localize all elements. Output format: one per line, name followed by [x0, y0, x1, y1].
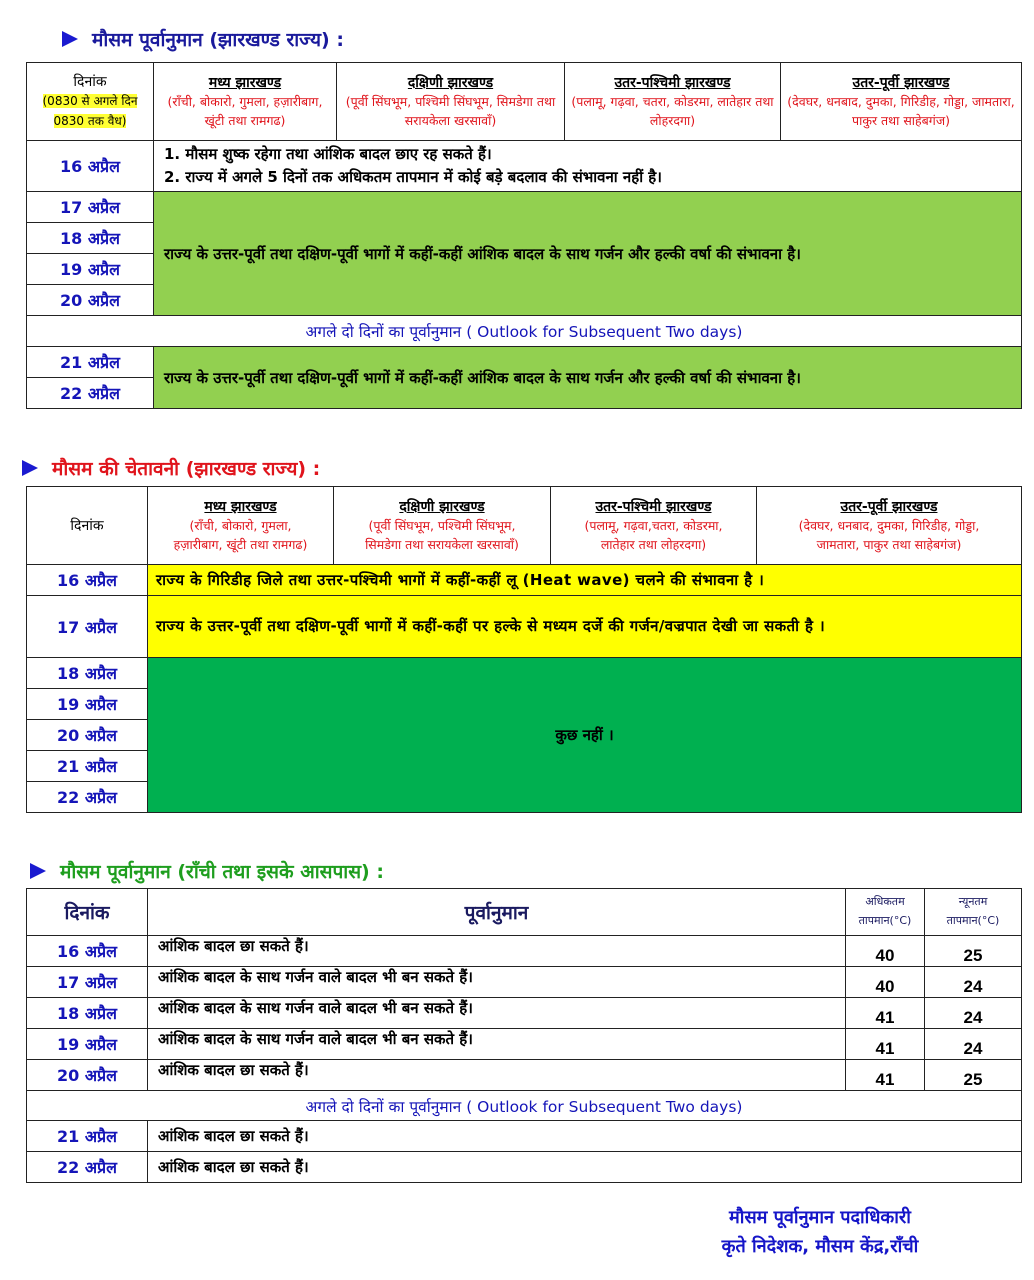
date-cell: 16 अप्रैल [27, 936, 148, 967]
section-ranchi-title-text: मौसम पूर्वानुमान (राँची तथा इसके आसपास) : [60, 861, 384, 883]
date-header: दिनांक [27, 889, 148, 936]
arrow-bullet-icon [30, 863, 46, 879]
date-cell: 21 अप्रैल [27, 347, 154, 378]
ranchi-forecast-table [26, 888, 1022, 1183]
table-row [27, 1121, 1022, 1152]
max-temp-cell: 41 [846, 998, 925, 1029]
min-temp-header: न्यूनतम तापमान(°C) [925, 889, 1022, 936]
forecast-cell: आंशिक बादल छा सकते हैं। [148, 1121, 1022, 1152]
warning-table [26, 486, 1022, 813]
date-cell: 17 अप्रैल [27, 967, 148, 998]
warning-cell: राज्य के गिरिडीह जिले तथा उत्तर-पश्चिमी भागों में कहीं-कहीं लू (Heat wave) चलने की संभावना है । [148, 565, 1022, 596]
arrow-bullet-icon [22, 460, 38, 476]
table-header-row [27, 889, 1022, 936]
section-forecast-state-title [62, 26, 344, 52]
table-row [27, 1029, 1022, 1060]
outlook-label: अगले दो दिनों का पूर्वानुमान ( Outlook for Subsequent Two days) [27, 316, 1022, 347]
min-temp-cell: 25 [925, 936, 1022, 967]
outlook-row [27, 316, 1022, 347]
region-header-central: मध्य झारखण्ड (राँची, बोकारो, गुमला, हज़ारीबाग, खूंटी तथा रामगढ) [154, 63, 337, 141]
max-temp-cell: 41 [846, 1060, 925, 1091]
date-cell: 21 अप्रैल [27, 751, 148, 782]
date-cell: 22 अप्रैल [27, 1152, 148, 1183]
table-row [27, 998, 1022, 1029]
min-temp-cell: 24 [925, 967, 1022, 998]
forecast-cell [154, 141, 1022, 192]
forecast-cell-green: राज्य के उत्तर-पूर्वी तथा दक्षिण-पूर्वी भागों में कहीं-कहीं आंशिक बादल के साथ गर्जन और हल्की वर्षा की संभावना है। [154, 192, 1022, 316]
date-cell: 19 अप्रैल [27, 689, 148, 720]
table-row [27, 936, 1022, 967]
min-temp-cell: 24 [925, 1029, 1022, 1060]
date-cell: 17 अप्रैल [27, 192, 154, 223]
outlook-label: अगले दो दिनों का पूर्वानुमान ( Outlook for Subsequent Two days) [27, 1091, 1022, 1121]
date-cell: 18 अप्रैल [27, 658, 148, 689]
region-header-northeast: उतर-पूर्वी झारखण्ड (देवघर, धनबाद, दुमका, गिरिडीह, गोड्डा, जामतारा, पाकुर तथा साहेबगंज) [757, 487, 1022, 565]
date-header: दिनांक [73, 73, 107, 90]
date-cell: 20 अप्रैल [27, 285, 154, 316]
section-warning-title [22, 455, 320, 481]
forecast-cell: आंशिक बादल छा सकते हैं। [148, 936, 846, 967]
date-cell: 20 अप्रैल [27, 1060, 148, 1091]
forecast-cell: आंशिक बादल के साथ गर्जन वाले बादल भी बन सकते हैं। [148, 1029, 846, 1060]
max-temp-cell: 40 [846, 936, 925, 967]
max-temp-cell: 41 [846, 1029, 925, 1060]
table-row [27, 141, 1022, 192]
max-temp-cell: 40 [846, 967, 925, 998]
region-header-northwest: उतर-पश्चिमी झारखण्ड (पलामू, गढ़वा, चतरा, कोडरमा, लातेहार तथा लोहरदगा) [565, 63, 781, 141]
region-header-south: दक्षिणी झारखण्ड (पूर्वी सिंघभूम, पश्चिमी सिंघभूम, सिमडेगा तथा सरायकेला खरसावाँ) [337, 63, 565, 141]
date-cell: 18 अप्रैल [27, 998, 148, 1029]
date-cell: 21 अप्रैल [27, 1121, 148, 1152]
date-header: दिनांक [27, 487, 148, 565]
region-header-northwest: उतर-पश्चिमी झारखण्ड (पलामू, गढ़वा,चतरा, कोडरमा, लातेहार तथा लोहरदगा) [551, 487, 757, 565]
validity-note: (0830 से अगले दिन [42, 93, 138, 108]
min-temp-cell: 24 [925, 998, 1022, 1029]
forecast-cell-green: राज्य के उत्तर-पूर्वी तथा दक्षिण-पूर्वी भागों में कहीं-कहीं आंशिक बादल के साथ गर्जन और हल्की वर्षा की संभावना है। [154, 347, 1022, 409]
arrow-bullet-icon [62, 31, 78, 47]
section-warning-title-text: मौसम की चेतावनी (झारखण्ड राज्य) : [52, 458, 321, 480]
table-row [27, 1152, 1022, 1183]
date-cell: 16 अप्रैल [27, 565, 148, 596]
date-header-cell [27, 63, 154, 141]
max-temp-header: अधिकतम तापमान(°C) [846, 889, 925, 936]
forecast-cell: आंशिक बादल छा सकते हैं। [148, 1060, 846, 1091]
table-header-row [27, 487, 1022, 565]
forecast-cell: आंशिक बादल के साथ गर्जन वाले बादल भी बन सकते हैं। [148, 998, 846, 1029]
date-cell: 22 अप्रैल [27, 782, 148, 813]
state-forecast-table [26, 62, 1022, 409]
region-header-central: मध्य झारखण्ड (राँची, बोकारो, गुमला, हज़ारीबाग, खूंटी तथा रामगढ) [148, 487, 334, 565]
signature-line-1: मौसम पूर्वानुमान पदाधिकारी [729, 1207, 911, 1228]
forecast-cell: आंशिक बादल छा सकते हैं। [148, 1152, 1022, 1183]
table-row [27, 192, 1022, 223]
no-warning-cell: कुछ नहीं । [148, 658, 1022, 813]
min-temp-cell: 25 [925, 1060, 1022, 1091]
date-cell: 19 अप्रैल [27, 1029, 148, 1060]
section-forecast-state-title-text: मौसम पूर्वानुमान (झारखण्ड राज्य) : [92, 29, 344, 51]
date-cell: 19 अप्रैल [27, 254, 154, 285]
table-row [27, 967, 1022, 998]
region-header-northeast: उतर-पूर्वी झारखण्ड (देवघर, धनबाद, दुमका, गिरिडीह, गोड्डा, जामतारा, पाकुर तथा साहेबगंज) [781, 63, 1022, 141]
signature-block [680, 1204, 960, 1262]
date-cell: 20 अप्रैल [27, 720, 148, 751]
section-ranchi-title [30, 858, 384, 884]
region-header-south: दक्षिणी झारखण्ड (पूर्वी सिंघभूम, पश्चिमी सिंघभूम, सिमडेगा तथा सरायकेला खरसावाँ) [334, 487, 551, 565]
warning-cell: राज्य के उत्तर-पूर्वी तथा दक्षिण-पूर्वी भागों में कहीं-कहीं पर हल्के से मध्यम दर्जे की गर्जन/वज्रपात देखी जा सकती है । [148, 596, 1022, 658]
date-cell: 18 अप्रैल [27, 223, 154, 254]
forecast-cell: आंशिक बादल के साथ गर्जन वाले बादल भी बन सकते हैं। [148, 967, 846, 998]
signature-line-2: कृते निदेशक, मौसम केंद्र,राँची [721, 1235, 919, 1257]
forecast-header: पूर्वानुमान [148, 889, 846, 936]
forecast-line: 2. राज्य में अगले 5 दिनों तक अधिकतम तापमान में कोई बड़े बदलाव की संभावना नहीं है। [164, 168, 662, 186]
table-header-row [27, 63, 1022, 141]
outlook-row [27, 1091, 1022, 1121]
forecast-line: 1. मौसम शुष्क रहेगा तथा आंशिक बादल छाए रह सकते हैं। [164, 144, 492, 163]
table-row [27, 1060, 1022, 1091]
date-cell: 17 अप्रैल [27, 596, 148, 658]
date-cell: 16 अप्रैल [27, 141, 154, 192]
validity-note: 0830 तक वैध) [53, 114, 127, 128]
table-row [27, 658, 1022, 689]
date-cell: 22 अप्रैल [27, 378, 154, 409]
warning-row [27, 565, 1022, 596]
warning-row [27, 596, 1022, 658]
table-row [27, 347, 1022, 378]
